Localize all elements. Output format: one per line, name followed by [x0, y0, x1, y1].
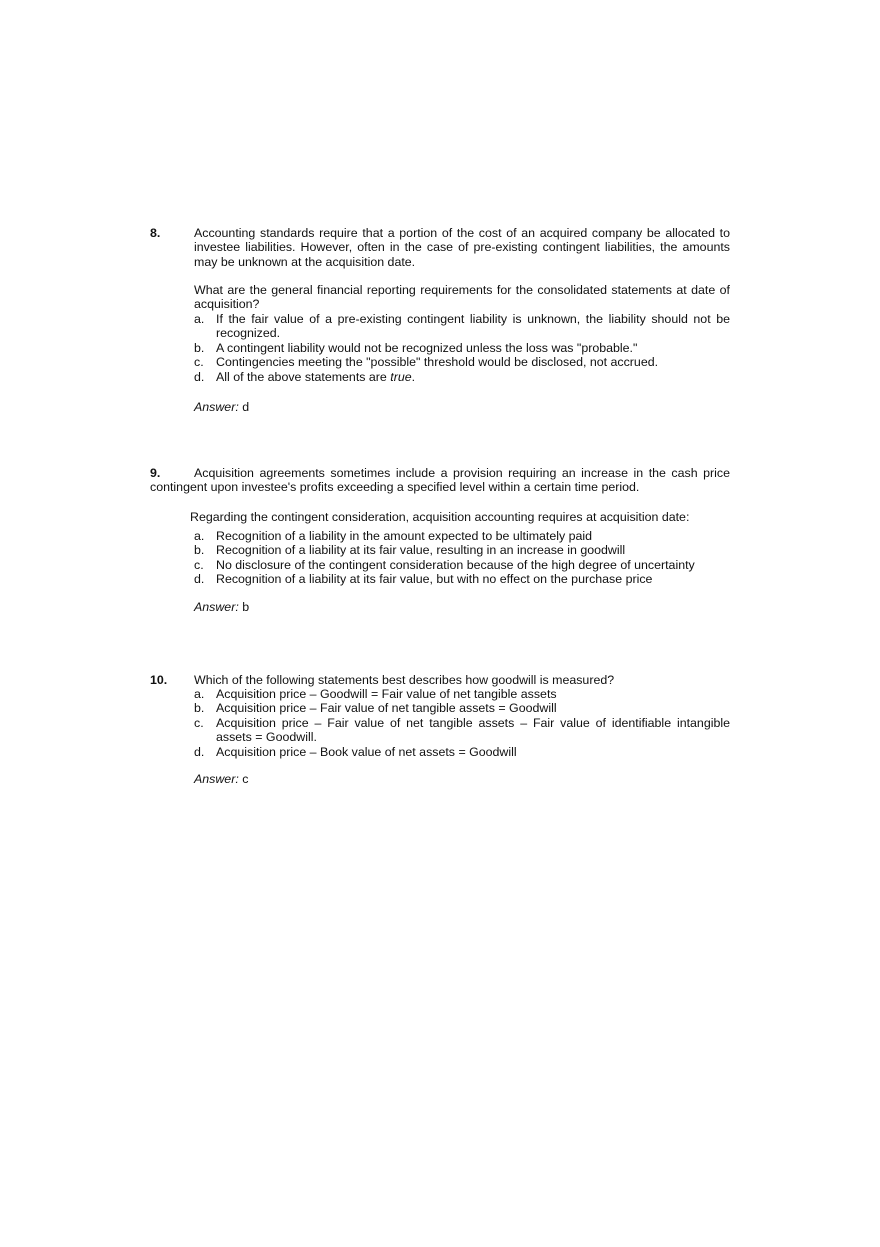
question-stem: Which of the following statements best describes how goodwill is measured?: [194, 673, 615, 687]
answer-value: c: [242, 772, 249, 786]
answer-label: Answer:: [194, 772, 239, 786]
option-letter: b.: [194, 543, 205, 558]
option-letter: d.: [194, 572, 205, 587]
option-text: Contingencies meeting the "possible" threshold would be disclosed, not accrued.: [216, 355, 659, 370]
option-text-emphasis: true: [390, 369, 412, 384]
question-number: 8.: [150, 226, 161, 240]
answer-value: b: [242, 600, 250, 614]
option-letter: b.: [194, 701, 205, 716]
option-c: [194, 355, 730, 369]
option-text: Acquisition price – Fair value of net tangible assets – Fair value of identifiable intangible assets = Goodwill.: [216, 715, 730, 745]
question-prompt: What are the general financial reporting requirements for the consolidated statements at date of acquisition?: [194, 283, 730, 312]
option-letter: c.: [194, 557, 204, 572]
option-text-part: .: [411, 369, 416, 384]
option-text: Acquisition price – Fair value of net tangible assets = Goodwill: [216, 701, 557, 716]
question-stem-text: Acquisition agreements sometimes include a provision requiring an increase in the cash price contingent upon investee's profits exceeding a specified level within a certain time period.: [150, 466, 730, 495]
option-letter: a.: [194, 312, 205, 326]
option-b: [194, 701, 730, 715]
option-text: If the fair value of a pre-existing contingent liability is unknown, the liability should not be recognized.: [216, 312, 730, 341]
question-stem: Accounting standards require that a portion of the cost of an acquired company be allocated to investee liabilities. However, often in the case of pre-existing contingent liabilities, the amounts may be unknown at the acquisition date.: [194, 226, 730, 269]
option-c: [194, 716, 730, 745]
options-list: [194, 529, 730, 587]
option-text: Recognition of a liability in the amount expected to be ultimately paid: [216, 529, 593, 543]
option-letter: a.: [194, 687, 205, 701]
option-letter: c.: [194, 715, 204, 730]
option-text: A contingent liability would not be recognized unless the loss was "probable.": [216, 340, 638, 355]
answer-value: d: [242, 400, 250, 414]
option-letter: a.: [194, 529, 205, 543]
option-a: [194, 312, 730, 341]
option-a: [194, 687, 730, 701]
option-text: Recognition of a liability at its fair value, but with no effect on the purchase price: [216, 572, 653, 587]
option-b: [194, 341, 730, 355]
option-a: [194, 529, 730, 543]
answer-label: Answer:: [194, 400, 239, 414]
options-list: [194, 687, 730, 759]
option-letter: b.: [194, 340, 205, 355]
option-text: Acquisition price – Goodwill = Fair value of net tangible assets: [216, 687, 557, 701]
option-text: Recognition of a liability at its fair value, resulting in an increase in goodwill: [216, 543, 626, 558]
option-letter: d.: [194, 369, 205, 384]
options-list: [194, 312, 730, 384]
question-prompt: Regarding the contingent consideration, acquisition accounting requires at acquisition date:: [190, 510, 690, 524]
option-letter: d.: [194, 744, 205, 759]
option-b: [194, 543, 730, 557]
option-text-part: All of the above statements are: [216, 369, 391, 384]
option-text: No disclosure of the contingent consideration because of the high degree of uncertainty: [216, 557, 695, 572]
option-text: Acquisition price – Book value of net assets = Goodwill: [216, 744, 517, 759]
question-stem: [150, 466, 730, 495]
answer-label: Answer:: [194, 600, 239, 614]
option-text: [216, 370, 730, 384]
question-number: 9.: [150, 466, 161, 480]
option-letter: c.: [194, 355, 204, 370]
question-number: 10.: [150, 673, 168, 687]
option-d: [194, 370, 730, 384]
answer: [194, 772, 248, 786]
answer: [194, 400, 249, 414]
option-d: [194, 745, 730, 759]
option-d: [194, 572, 730, 586]
answer: [194, 600, 249, 614]
option-c: [194, 558, 730, 572]
